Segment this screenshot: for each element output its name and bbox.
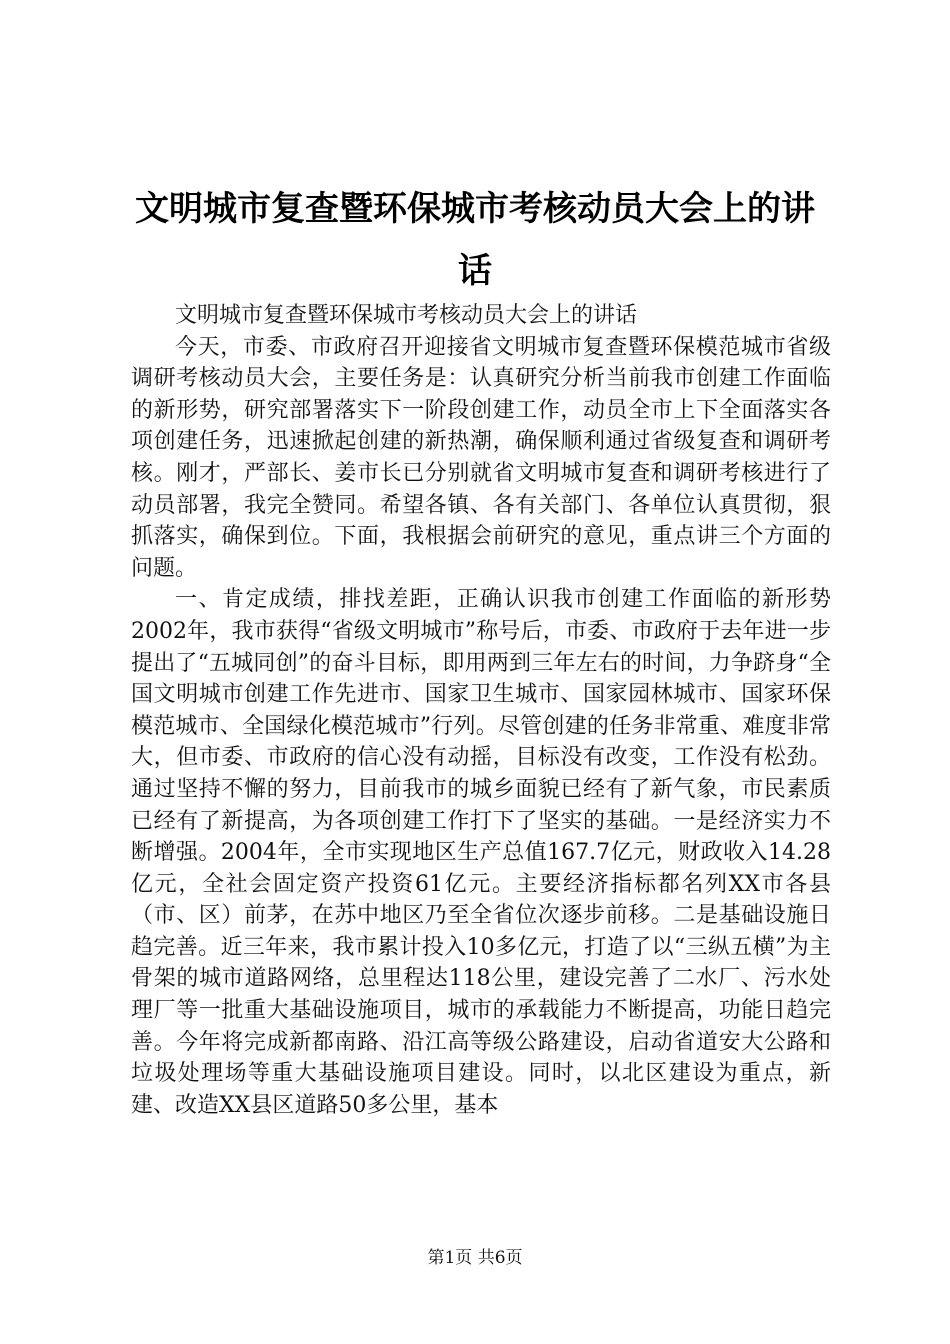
body-paragraph-intro: 今天，市委、市政府召开迎接省文明城市复查暨环保模范城市省级调研考核动员大会，主要任务是：认真研究分析当前我市创建工作面临的新形势，研究部署落实下一阶段创建工作，动员全市上下全面落实各项创建任务，迅速掀起创建的新热潮，确保顺利通过省级复查和调研考核。刚才，严部长、姜市长已分别就省文明城市复查和调研考核进行了动员部署，我完全赞同。希望各镇、各有关部门、各单位认真贯彻，狠抓落实，确保到位。下面，我根据会前研究的意见，重点讲三个方面的问题。 (131, 334, 831, 581)
title-line-2: 话 (458, 251, 492, 291)
title-line-1: 文明城市复查暨环保城市考核动员大会上的讲 (135, 189, 815, 229)
body-paragraph-subtitle: 文明城市复查暨环保城市考核动员大会上的讲话 (175, 303, 638, 328)
body-paragraph-section-one: 一、肯定成绩，排找差距，正确认识我市创建工作面临的新形势2002年，我市获得“省级文明城市”称号后，市委、市政府于去年进一步提出了“五城同创”的奋斗目标，即用两到三年左右的时间，力争跻身“全国文明城市创建工作先进市、国家卫生城市、国家园林城市、国家环保模范城市、全国绿化模范城市”行列。尽管创建的任务非常重、难度非常大，但市委、市政府的信心没有动摇，目标没有改变，工作没有松劲。通过坚持不懈的努力，目前我市的城乡面貌已经有了新气象，市民素质已经有了新提高，为各项创建工作打下了坚实的基础。一是经济实力不断增强。2004年，全市实现地区生产总值167.7亿元，财政收入14.28亿元，全社会固定资产投资61亿元。主要经济指标都名列XX市各县（市、区）前茅，在苏中地区乃至全省位次逐步前移。二是基础设施日趋完善。近三年来，我市累计投入10多亿元，打造了以“三纵五横”为主骨架的城市道路网络，总里程达118公里，建设完善了二水厂、污水处理厂等一批重大基础设施项目，城市的承载能力不断提高，功能日趋完善。今年将完成新都南路、沿江高等级公路建设，启动省道安大公路和垃圾处理场等重大基础设施项目建设。同时，以北区建设为重点，新建、改造XX县区道路50多公里，基本 (131, 587, 831, 1118)
document-title (120, 178, 830, 302)
document-body (131, 300, 831, 1121)
page-number-footer: 第1页 共6页 (427, 1248, 523, 1268)
